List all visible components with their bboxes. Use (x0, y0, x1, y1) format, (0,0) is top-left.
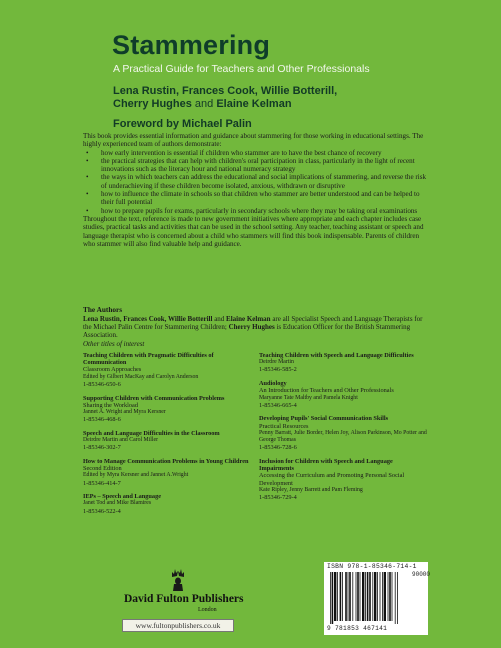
other-titles-left-column (83, 352, 253, 521)
book-authors: Janet Tod and Mike Blamires (83, 500, 152, 507)
book-authors: Kate Ripley, Jenny Barrett and Pam Fleming (259, 486, 363, 493)
book-title: IEPs – Speech and Language (83, 493, 162, 501)
book-entry (83, 430, 253, 452)
authors-conjunction: and (194, 98, 214, 110)
bullet-item: • how to influence the climate in schools so that children who stammer are better understood and can be helped to their full potential (83, 190, 428, 207)
book-isbn: 1-85346-729-4 (259, 493, 297, 501)
book-title: Audiology (259, 380, 287, 388)
book-title: Developing Pupils' Social Communication Skills (259, 415, 389, 423)
book-isbn: 1-85346-665-4 (259, 401, 297, 409)
book-isbn: 1-85346-522-4 (83, 507, 121, 515)
authors-line-2 (113, 98, 443, 111)
bio-bold-kelman: Elaine Kelman (226, 315, 271, 323)
book-authors: Deirdre Martin (259, 359, 294, 366)
publisher-url[interactable]: www.fultonpublishers.co.uk (122, 619, 234, 632)
book-entry (259, 352, 429, 374)
book-title: Teaching Children with Pragmatic Difficulties of Communication (83, 352, 214, 367)
book-authors: Jannet A. Wright and Myra Kersner (83, 408, 166, 415)
publisher-name: David Fulton Publishers (124, 593, 244, 605)
ean-digits: 9 781853 467141 (327, 625, 388, 632)
book-subtitle: A Practical Guide for Teachers and Other Professionals (113, 63, 370, 75)
book-entry (83, 352, 253, 388)
blurb-closing: Throughout the text, reference is made to new government initiatives where appropriate and each chapter includes case studies, practical tasks and activities that can be used in the school setting. Any teacher, teaching assistant or speech and language therapist who is concerned about a child who stammers will find this book indispensable. Parents of children who stammer will also find valuable help and guidance. (83, 214, 424, 248)
book-entry (83, 493, 253, 515)
book-title: Inclusion for Children with Speech and Language Impairments (259, 457, 393, 473)
book-isbn: 1-85346-414-7 (83, 479, 121, 487)
book-authors: Maryanne Tate Maltby and Pamela Knight (259, 394, 358, 401)
blurb (83, 132, 428, 248)
book-subtitle: An Introduction for Teachers and Other Professionals (259, 387, 394, 395)
other-titles-right-column (259, 352, 429, 508)
authors-heading: The Authors (83, 305, 123, 314)
book-title: Supporting Children with Communication Problems (83, 394, 225, 402)
book-title: Stammering (112, 30, 271, 60)
bio-bold-hughes: Cherry Hughes (228, 323, 275, 332)
book-isbn: 1-85346-468-6 (83, 416, 121, 424)
author-list (113, 85, 443, 111)
book-isbn: 1-85346-302-7 (83, 444, 121, 452)
barcode-bars (329, 572, 423, 624)
book-entry (259, 458, 429, 501)
book-authors: Edited by Myra Kersner and Jannet A.Wright (83, 472, 189, 479)
book-entry (259, 380, 429, 409)
book-isbn: 1-85346-728-6 (259, 444, 297, 452)
publisher-city: London (198, 607, 217, 613)
bullet-item: • the practical strategies that can help with children's oral participation in class, particularly in the light of recent innovations such as the literacy hour and national numeracy strategy (83, 157, 428, 174)
book-title: Teaching Children with Speech and Language Difficulties (259, 352, 414, 359)
book-authors: Edited by Gilbert MacKay and Carolyn Anderson (83, 373, 199, 380)
book-entry (83, 395, 253, 424)
book-title: How to Manage Communication Problems in Young Children (83, 457, 249, 465)
bullet-item: • the ways in which teachers can address the educational and social implications of stammering, and reverse the risk of underachieving if these children become isolated, anxious, withdrawn or disruptive (83, 173, 428, 190)
book-subtitle: Classroom Approaches (83, 366, 142, 374)
price-code: 90000 (412, 571, 431, 578)
bio-and: and (214, 315, 225, 323)
publisher-logo-icon (168, 568, 188, 592)
book-authors: Deirdre Martin and Carol Miller (83, 437, 159, 444)
book-subtitle: Accessing the Curriculum and Promoting Personal Social Development (259, 472, 405, 487)
book-isbn: 1-85346-585-2 (259, 366, 297, 374)
isbn-label: ISBN 978-1-85346-714-1 (327, 563, 417, 570)
bullet-item: • how to prepare pupils for exams, particularly in secondary schools where they may be taking oral examinations (83, 207, 428, 215)
book-authors: Penny Barratt, Julie Border, Helen Joy, Alison Parkinson, Mo Potter and George Thomas (259, 429, 427, 444)
author-elaine-kelman: Elaine Kelman (216, 98, 292, 110)
book-subtitle: Second Edition (83, 465, 122, 473)
book-isbn: 1-85346-650-6 (83, 380, 121, 388)
other-titles-heading: Other titles of interest (83, 340, 145, 348)
author-cherry-hughes: Cherry Hughes (113, 98, 192, 110)
bullet-item: • how early intervention is essential if children who stammer are to have the best chance of recovery (83, 149, 428, 157)
book-entry (83, 458, 253, 487)
blurb-bullets (83, 149, 428, 215)
foreword-credit: Foreword by Michael Palin (113, 118, 252, 130)
bio-bold-names: Lena Rustin, Frances Cook, Willie Botterill (83, 315, 213, 323)
book-subtitle: Sharing the Workload (83, 401, 138, 409)
authors-line-1: Lena Rustin, Frances Cook, Willie Botterill, (113, 85, 338, 97)
authors-bio (83, 315, 428, 340)
bio-text-2: is Education Officer for the British Stammering Association. (83, 323, 411, 340)
bio-text-1: are all Specialist Speech and Language Therapists for the Michael Palin Centre for Stammering Children; (83, 315, 423, 332)
book-subtitle: Practical Resources (259, 422, 309, 430)
barcode-panel (324, 562, 431, 635)
book-title: Speech and Language Difficulties in the Classroom (83, 429, 220, 437)
blurb-intro: This book provides essential information and guidance about stammering for those working in educational settings. The highly experienced team of authors demonstrate: (83, 132, 424, 149)
book-entry (259, 415, 429, 451)
